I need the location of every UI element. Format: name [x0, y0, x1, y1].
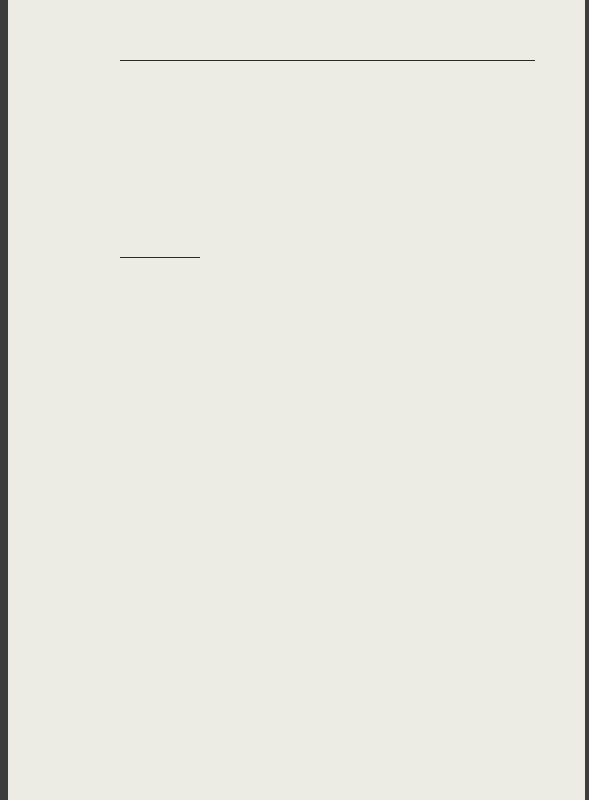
- running-header: [120, 40, 535, 54]
- spacer: [120, 111, 535, 119]
- footnote-rule: [120, 257, 200, 258]
- attribution-second: [120, 211, 535, 228]
- verse-first: [120, 186, 535, 203]
- attribution-first: [120, 169, 535, 186]
- spacer: [120, 203, 535, 211]
- footnote: [120, 279, 535, 292]
- book-page: [8, 0, 585, 800]
- footnote: [120, 292, 535, 305]
- spacer: [120, 161, 535, 169]
- spacer: [120, 86, 535, 94]
- header-rule: [120, 60, 535, 61]
- page-content: [120, 40, 535, 331]
- verse-second: [120, 228, 535, 245]
- quotation-opening: [120, 69, 535, 86]
- quotation-second: [120, 119, 535, 136]
- footnote: [120, 318, 535, 331]
- footnotes: [120, 266, 535, 331]
- footnote: [120, 305, 535, 318]
- footnote: [120, 266, 535, 279]
- spacer: [120, 136, 535, 144]
- intro-third: [120, 144, 535, 161]
- intro-second: [120, 94, 535, 111]
